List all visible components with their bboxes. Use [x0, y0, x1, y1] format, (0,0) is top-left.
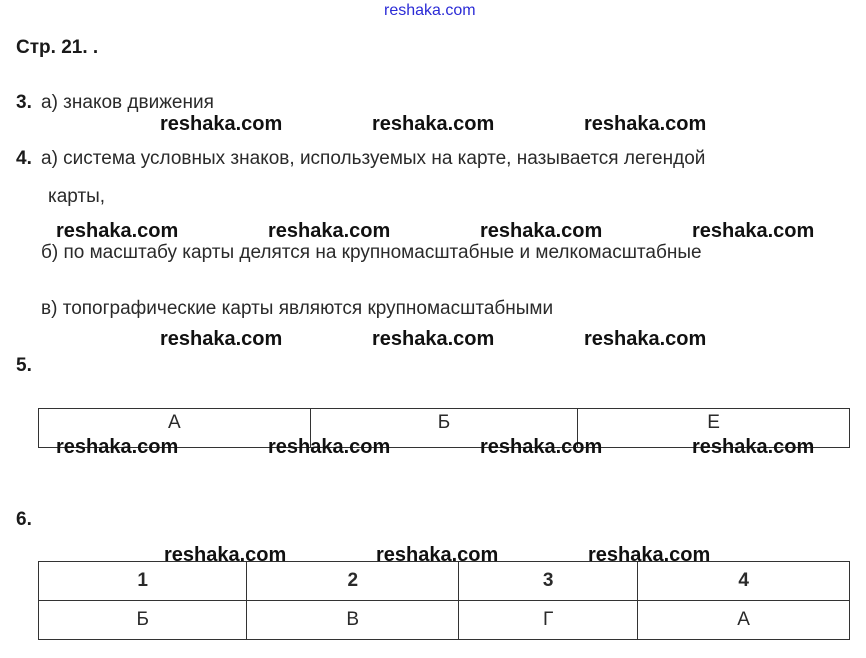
watermark: reshaka.com	[588, 544, 711, 566]
table-header-row	[39, 562, 850, 601]
watermark: reshaka.com	[160, 328, 283, 350]
task3-number: 3.	[16, 92, 32, 113]
table-cell: Г	[459, 601, 638, 640]
task4-answer-a-line2: карты,	[48, 186, 106, 207]
watermark: reshaka.com	[584, 328, 707, 350]
table-cell: А	[638, 601, 850, 640]
task4-answer-c: в) топографические карты являются крупномасштабными	[41, 298, 554, 319]
watermark: reshaka.com	[480, 220, 603, 242]
task4-answer-b: б) по масштабу карты делятся на крупномасштабные и мелкомасштабные	[41, 242, 702, 263]
table-cell: Б	[39, 601, 247, 640]
task6-answer-table	[38, 561, 850, 640]
watermark: reshaka.com	[164, 544, 287, 566]
watermark: reshaka.com	[372, 328, 495, 350]
watermark: reshaka.com	[268, 220, 391, 242]
table-header-cell: 1	[39, 562, 247, 601]
table-header-cell: 2	[247, 562, 459, 601]
watermark: reshaka.com	[692, 436, 815, 458]
task6-number: 6.	[16, 509, 32, 530]
table-cell: Е	[578, 409, 850, 448]
watermark: reshaka.com	[376, 544, 499, 566]
task4-answer-a-line1: а) система условных знаков, используемых на карте, называется легендой	[41, 148, 706, 169]
task5-number: 5.	[16, 355, 32, 376]
page-heading: Стр. 21. .	[16, 37, 99, 58]
table-cell: В	[247, 601, 459, 640]
table-row	[39, 601, 850, 640]
watermark: reshaka.com	[692, 220, 815, 242]
table-header-cell: 3	[459, 562, 638, 601]
table-cell: Б	[310, 409, 577, 448]
watermark: reshaka.com	[372, 113, 495, 135]
watermark: reshaka.com	[480, 436, 603, 458]
watermark: reshaka.com	[160, 113, 283, 135]
watermark: reshaka.com	[268, 436, 391, 458]
watermark: reshaka.com	[584, 113, 707, 135]
task4-number: 4.	[16, 148, 32, 169]
watermark: reshaka.com	[56, 220, 179, 242]
top-watermark: reshaka.com	[384, 2, 476, 19]
table-cell: А	[39, 409, 311, 448]
watermark: reshaka.com	[56, 436, 179, 458]
table-header-cell: 4	[638, 562, 850, 601]
task3-answer-a: а) знаков движения	[41, 92, 214, 113]
